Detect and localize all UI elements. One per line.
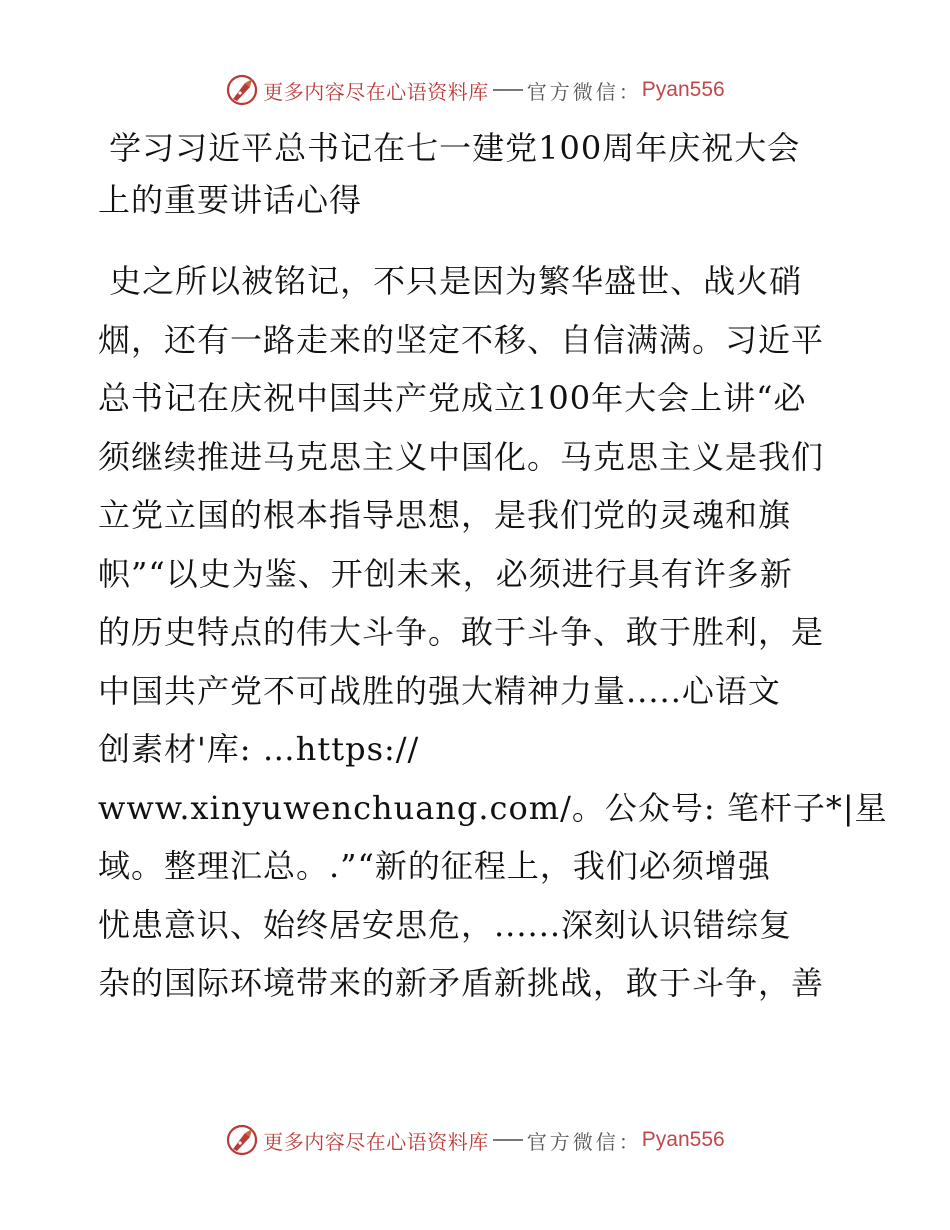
body-line: 杂的国际环境带来的新矛盾新挑战，敢于斗争，善 <box>98 964 825 1002</box>
body-line: 帜”“以史为鉴、开创未来，必须进行具有许多新 <box>98 554 793 593</box>
banner-title: 更多内容尽在心语资料库 <box>263 79 489 104</box>
banner-divider <box>493 89 523 91</box>
body-line: 史之所以被铭记，不只是因为繁华盛世、战火硝 <box>98 262 803 300</box>
body-line: 中国共产党不可战胜的强大精神力量.....心语文 <box>98 671 781 710</box>
wechat-id: Pyan556 <box>641 1128 725 1151</box>
footer-banner <box>0 1118 950 1162</box>
body-line: 烟，还有一路走来的坚定不移、自信满满。习近平 <box>98 320 825 359</box>
body-line: 创素材'库: …https:// <box>98 730 420 768</box>
body-line: 立党立国的根本指导思想，是我们党的灵魂和旗 <box>98 496 792 534</box>
header-banner <box>0 68 950 112</box>
pen-nib-logo-icon <box>225 73 259 107</box>
title-line: 学习习近平总书记在七一建党100周年庆祝大会 <box>98 129 801 167</box>
document-title <box>98 122 858 226</box>
body-line: 须继续推进马克思主义中国化。马克思主义是我们 <box>98 437 825 476</box>
banner-divider <box>493 1139 523 1141</box>
title-line: 上的重要讲话心得 <box>98 181 363 219</box>
body-line: 总书记在庆祝中国共产党成立100年大会上讲“必 <box>98 379 807 417</box>
pen-nib-logo-icon <box>225 1123 259 1157</box>
banner-title: 更多内容尽在心语资料库 <box>263 1129 489 1154</box>
body-line: 域。整理汇总。.”“新的征程上，我们必须增强 <box>98 847 771 885</box>
body-line: 忧患意识、始终居安思危，......深刻认识错综复 <box>98 905 793 944</box>
wechat-label: 官方微信： <box>526 79 642 104</box>
wechat-id: Pyan556 <box>641 78 725 101</box>
body-line: www.xinyuwenchuang.com/。公众号: 笔杆子*|星 <box>98 788 888 827</box>
wechat-label: 官方微信： <box>526 1129 642 1154</box>
document-body <box>98 252 888 1013</box>
body-line: 的历史特点的伟大斗争。敢于斗争、敢于胜利，是 <box>98 613 825 651</box>
